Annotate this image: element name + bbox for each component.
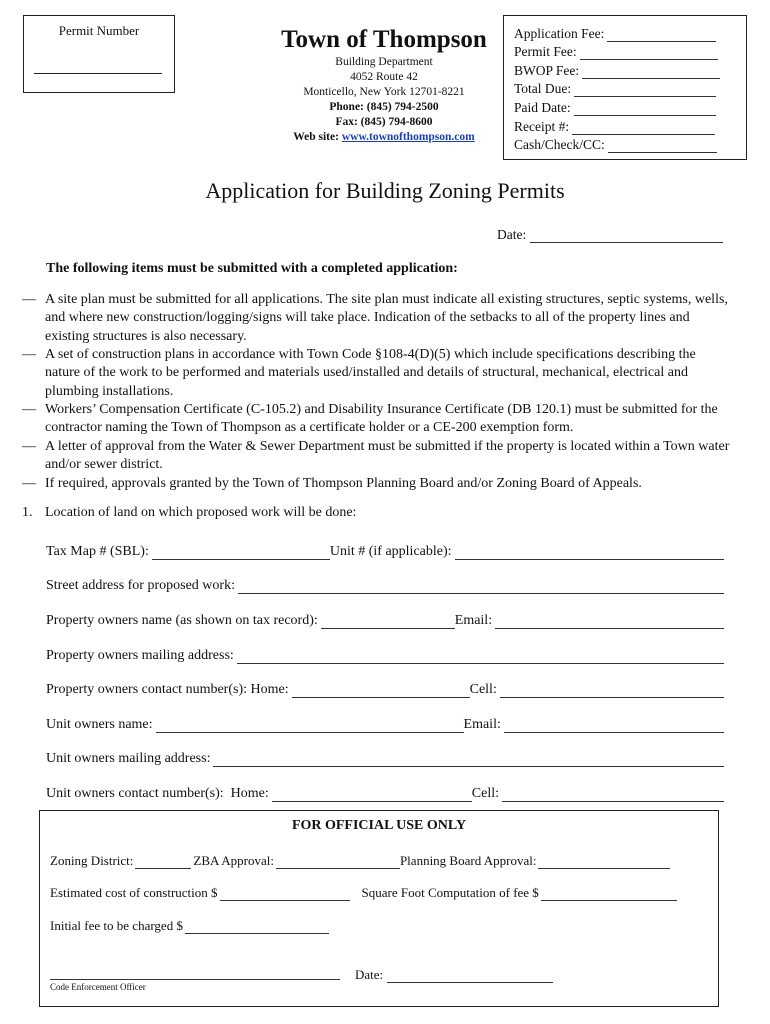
zba-approval-field[interactable] bbox=[276, 856, 400, 869]
permit-fee-field[interactable] bbox=[580, 47, 718, 60]
fees-box bbox=[503, 15, 747, 160]
zoning-district-field[interactable] bbox=[135, 856, 191, 869]
website-row bbox=[268, 130, 500, 145]
estimated-cost-label: Estimated cost of construction $ bbox=[50, 885, 218, 900]
unit-owner-email-field[interactable] bbox=[504, 719, 724, 733]
receipt-number-field[interactable] bbox=[572, 122, 715, 135]
requirement-item bbox=[22, 346, 732, 401]
unit-owner-home-label: Unit owners contact number(s): Home: bbox=[46, 786, 269, 801]
tax-map-field[interactable] bbox=[152, 546, 330, 560]
fax-number: Fax: (845) 794-8600 bbox=[335, 116, 433, 128]
initial-fee-row bbox=[50, 916, 329, 934]
department-name: Building Department bbox=[335, 56, 433, 68]
requirements-heading: The following items must be submitted with a completed application: bbox=[46, 261, 458, 276]
unit-owner-name-label: Unit owners name: bbox=[46, 717, 153, 732]
unit-owner-mailing-row bbox=[46, 749, 724, 767]
requirement-text: A letter of approval from the Water & Sewer Department must be submitted if the property is located within a Town water and/or sewer district. bbox=[45, 439, 730, 473]
bwop-fee-field[interactable] bbox=[582, 66, 720, 79]
requirement-item bbox=[22, 438, 732, 475]
official-use-box bbox=[39, 810, 719, 1007]
fee-row-permit bbox=[514, 42, 746, 61]
fee-label: Application Fee: bbox=[514, 25, 605, 41]
bullet-dash: — bbox=[22, 476, 36, 491]
unit-owner-contact-row bbox=[46, 784, 724, 802]
owner-name-row bbox=[46, 611, 724, 629]
permit-number-field[interactable] bbox=[34, 73, 162, 74]
fee-label: Cash/Check/CC: bbox=[514, 137, 605, 153]
date-field[interactable] bbox=[530, 229, 723, 243]
fee-row-bwop bbox=[514, 60, 746, 79]
street-address-field[interactable] bbox=[238, 580, 724, 594]
cost-row bbox=[50, 883, 677, 901]
date-row bbox=[497, 227, 723, 243]
initial-fee-field[interactable] bbox=[185, 921, 329, 934]
permit-number-box bbox=[23, 15, 175, 93]
official-use-title: FOR OFFICIAL USE ONLY bbox=[291, 818, 467, 833]
unit-owner-cell-label: Cell: bbox=[471, 786, 500, 801]
estimated-cost-field[interactable] bbox=[220, 888, 350, 901]
owner-email-field[interactable] bbox=[495, 615, 724, 629]
bullet-dash: — bbox=[22, 347, 36, 362]
application-fee-field[interactable] bbox=[607, 29, 716, 42]
unit-owner-name-field[interactable] bbox=[156, 719, 464, 733]
requirement-item bbox=[22, 291, 732, 346]
town-name: Town of Thompson bbox=[281, 26, 487, 53]
tax-map-row bbox=[46, 542, 724, 560]
total-due-field[interactable] bbox=[574, 84, 716, 97]
owner-name-field[interactable] bbox=[321, 615, 455, 629]
fee-label: Receipt #: bbox=[514, 118, 570, 134]
permit-number-label: Permit Number bbox=[58, 23, 140, 38]
requirement-text: A set of construction plans in accordance with Town Code §108-4(D)(5) which include specifications describing the nature of the work to be performed and materials used/installed and details of structural, mechanical, electrical and plumbing installations. bbox=[45, 347, 696, 399]
owner-name-label: Property owners name (as shown on tax record): bbox=[46, 613, 318, 628]
address-line-2: Monticello, New York 12701-8221 bbox=[303, 86, 465, 98]
officer-signature-field[interactable] bbox=[50, 979, 340, 980]
zba-approval-label: ZBA Approval: bbox=[193, 853, 274, 868]
unit-owner-home-field[interactable] bbox=[272, 788, 472, 802]
fee-row-payment-method bbox=[514, 135, 746, 154]
unit-owner-name-row bbox=[46, 715, 724, 733]
owner-mailing-row bbox=[46, 646, 724, 664]
section-number: 1. bbox=[22, 505, 33, 520]
form-title: Application for Building Zoning Permits bbox=[205, 178, 565, 203]
requirement-text: Workers’ Compensation Certificate (C-105.2) and Disability Insurance Certificate (DB 120.1) must be submitted for the contractor naming the Town of Thompson as a certificate holder or a CE-200 exemption form. bbox=[45, 402, 718, 436]
section-1-heading bbox=[22, 505, 356, 521]
zoning-district-label: Zoning District: bbox=[50, 853, 134, 868]
payment-method-field[interactable] bbox=[608, 140, 717, 153]
officer-signature-label: Code Enforcement Officer bbox=[50, 982, 146, 992]
official-date-label: Date: bbox=[355, 967, 384, 982]
planning-board-label: Planning Board Approval: bbox=[399, 853, 537, 868]
street-address-label: Street address for proposed work: bbox=[46, 578, 235, 593]
paid-date-field[interactable] bbox=[574, 103, 716, 116]
requirement-item bbox=[22, 475, 732, 493]
phone-number: Phone: (845) 794-2500 bbox=[329, 101, 439, 113]
owner-mailing-label: Property owners mailing address: bbox=[46, 648, 234, 663]
unit-number-field[interactable] bbox=[455, 546, 724, 560]
bullet-dash: — bbox=[22, 402, 36, 417]
fee-row-application bbox=[514, 23, 746, 42]
fee-label: Paid Date: bbox=[514, 99, 571, 115]
website-label: Web site: bbox=[293, 131, 339, 143]
unit-number-label: Unit # (if applicable): bbox=[329, 544, 452, 559]
owner-email-label: Email: bbox=[454, 613, 493, 628]
tax-map-label: Tax Map # (SBL): bbox=[46, 544, 149, 559]
street-address-row bbox=[46, 576, 724, 594]
fee-label: Total Due: bbox=[514, 81, 572, 97]
planning-board-field[interactable] bbox=[538, 856, 670, 869]
fee-label: Permit Fee: bbox=[514, 44, 577, 60]
section-title: Location of land on which proposed work will be done: bbox=[45, 505, 357, 520]
fee-row-total bbox=[514, 79, 746, 98]
letterhead bbox=[268, 26, 500, 145]
square-foot-label: Square Foot Computation of fee $ bbox=[361, 885, 539, 900]
bullet-dash: — bbox=[22, 439, 36, 454]
owner-mailing-field[interactable] bbox=[237, 650, 724, 664]
unit-owner-mailing-field[interactable] bbox=[213, 753, 724, 767]
fee-row-paid-date bbox=[514, 97, 746, 116]
bullet-dash: — bbox=[22, 292, 36, 307]
owner-home-field[interactable] bbox=[292, 684, 470, 698]
date-label: Date: bbox=[497, 227, 527, 242]
zoning-row bbox=[50, 851, 670, 869]
address-line-1: 4052 Route 42 bbox=[350, 71, 418, 83]
owner-contact-row bbox=[46, 680, 724, 698]
initial-fee-label: Initial fee to be charged $ bbox=[50, 918, 183, 933]
unit-owner-cell-field[interactable] bbox=[502, 788, 724, 802]
requirement-text: If required, approvals granted by the Town of Thompson Planning Board and/or Zoning Board of Appeals. bbox=[45, 476, 642, 491]
official-date-row bbox=[355, 965, 553, 983]
owner-cell-field[interactable] bbox=[500, 684, 724, 698]
website-link[interactable]: www.townofthompson.com bbox=[341, 131, 475, 143]
fee-row-receipt bbox=[514, 116, 746, 135]
owner-home-label: Property owners contact number(s): Home: bbox=[46, 682, 289, 697]
requirement-text: A site plan must be submitted for all applications. The site plan must indicate all existing structures, septic systems, wells, and where new construction/logging/signs will take place. Indication of the setbacks to all of the property lines and existing structures is also necessary. bbox=[45, 292, 728, 344]
owner-cell-label: Cell: bbox=[469, 682, 497, 697]
unit-owner-mailing-label: Unit owners mailing address: bbox=[46, 751, 211, 766]
requirement-item bbox=[22, 401, 732, 438]
square-foot-field[interactable] bbox=[541, 888, 677, 901]
fee-label: BWOP Fee: bbox=[514, 62, 580, 78]
official-date-field[interactable] bbox=[387, 970, 553, 983]
unit-owner-email-label: Email: bbox=[463, 717, 501, 732]
